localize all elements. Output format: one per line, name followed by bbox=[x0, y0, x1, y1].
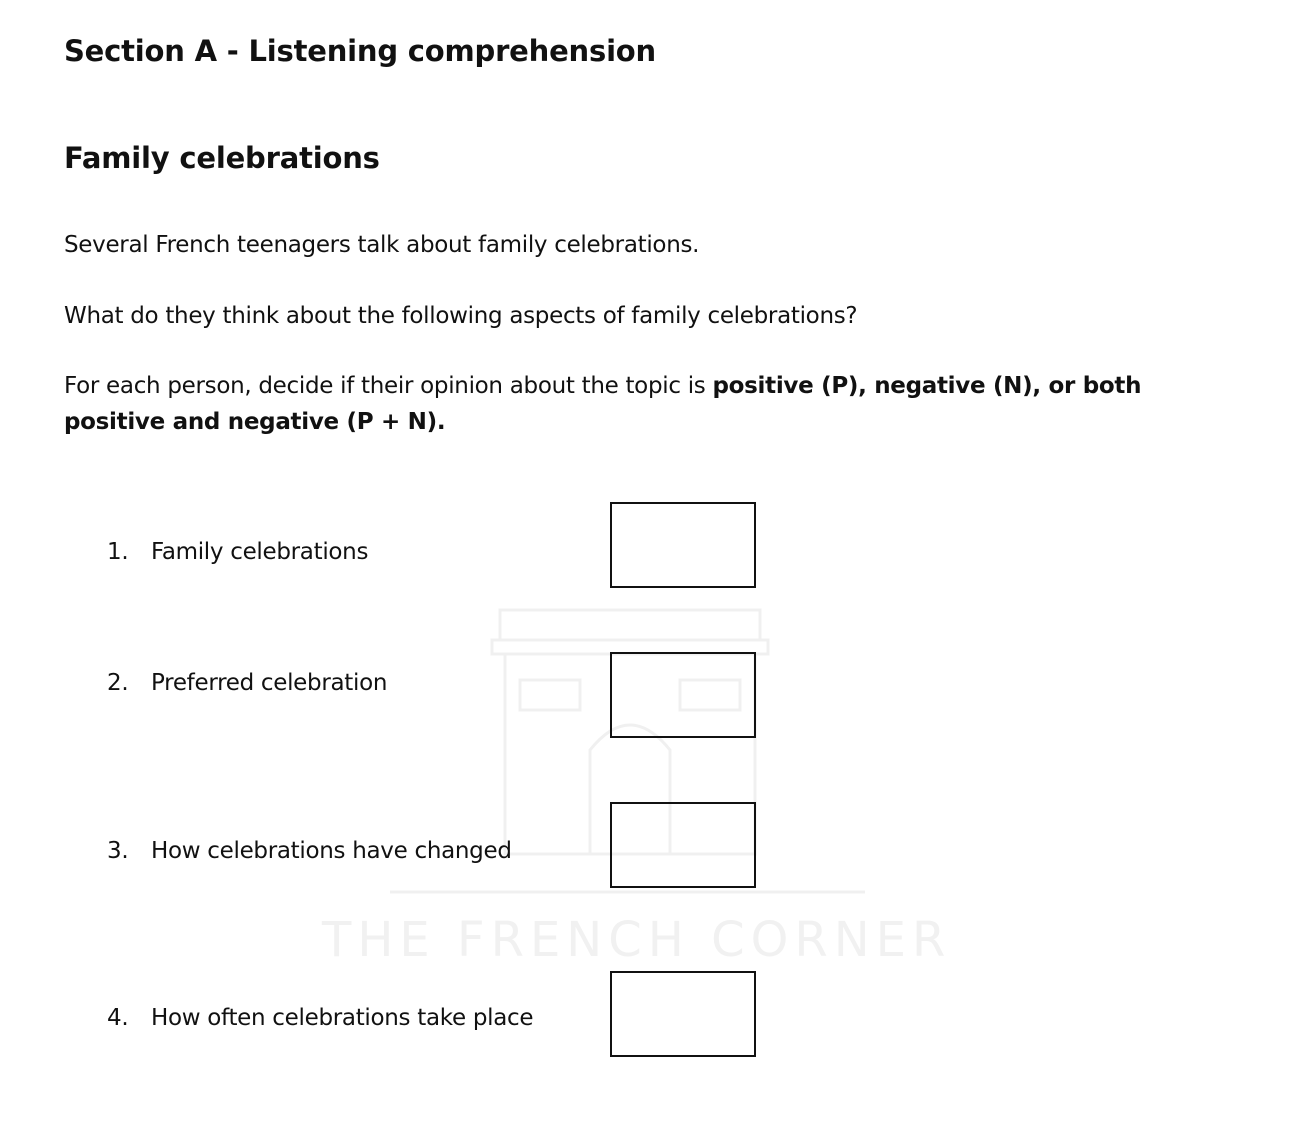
question-text: What do they think about the following aspects of family celebrations? bbox=[64, 303, 858, 329]
item-number: 3. bbox=[107, 838, 129, 864]
answer-box-2[interactable] bbox=[610, 652, 756, 738]
list-item bbox=[107, 668, 387, 698]
list-item bbox=[107, 836, 512, 866]
item-number: 1. bbox=[107, 539, 129, 565]
topic-title: Family celebrations bbox=[64, 141, 380, 175]
intro-text: Several French teenagers talk about family celebrations. bbox=[64, 232, 700, 258]
instruction-prefix: For each person, decide if their opinion about the topic is bbox=[64, 373, 713, 399]
item-label: How celebrations have changed bbox=[151, 838, 512, 864]
answer-box-3[interactable] bbox=[610, 802, 756, 888]
answer-box-4[interactable] bbox=[610, 971, 756, 1057]
answer-box-1[interactable] bbox=[610, 502, 756, 588]
instruction-text bbox=[64, 368, 1204, 440]
item-label: Preferred celebration bbox=[151, 670, 388, 696]
list-item bbox=[107, 537, 368, 567]
section-title: Section A - Listening comprehension bbox=[64, 34, 656, 68]
list-item bbox=[107, 1003, 533, 1033]
watermark-text: THE FRENCH CORNER bbox=[322, 912, 952, 968]
item-label: Family celebrations bbox=[151, 539, 369, 565]
item-label: How often celebrations take place bbox=[151, 1005, 534, 1031]
item-number: 2. bbox=[107, 670, 129, 696]
instruction-bold: positive (P), negative (N), or both positive and negative (P + N). bbox=[64, 373, 1142, 435]
item-number: 4. bbox=[107, 1005, 129, 1031]
